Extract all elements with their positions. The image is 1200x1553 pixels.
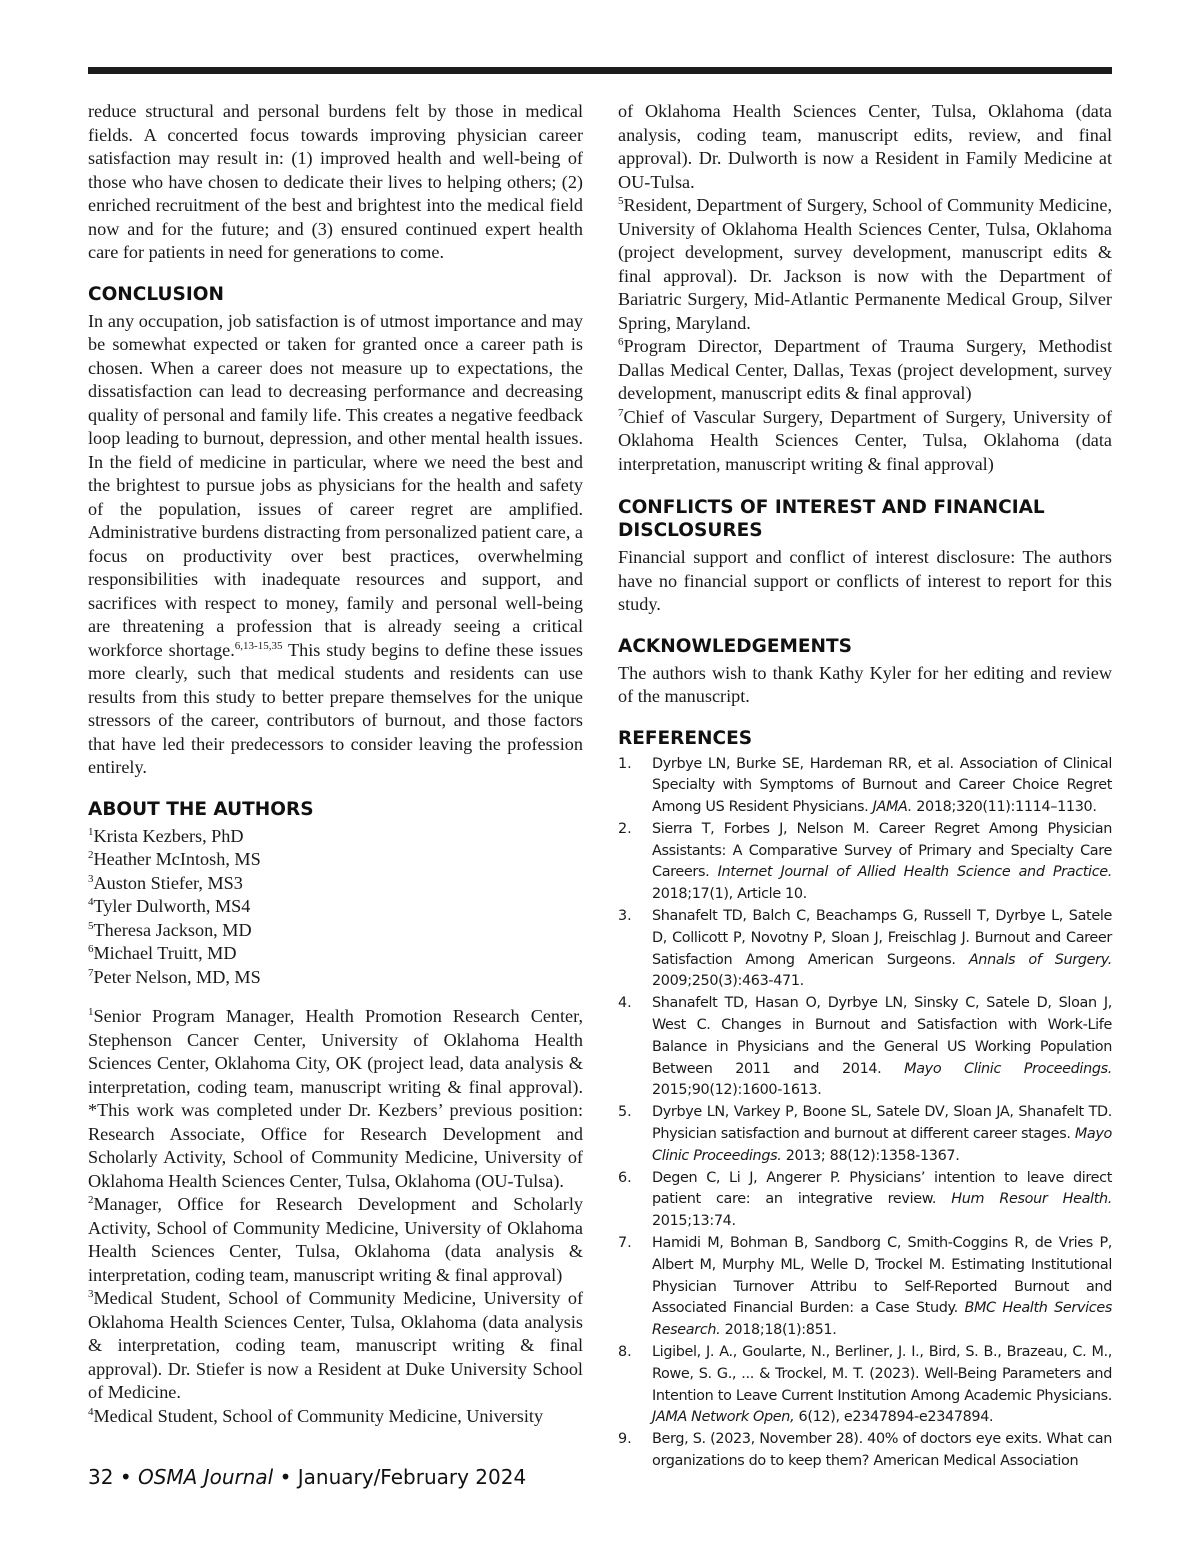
conflicts-heading: CONFLICTS OF INTEREST AND FINANCIAL DISCLOSURES [618,497,1045,541]
footer-bullet: • [119,1465,132,1489]
reference-text: Dyrbye LN, Burke SE, Hardeman RR, et al. Association of Clinical Specialty with Symptoms of Burnout and Career Choice Regret Among US Resident Physicians. [652,755,1112,816]
reference-number: 9. [618,1431,632,1448]
affiliation-text: Program Director, Department of Trauma Surgery, Methodist Dallas Medical Center, Dallas, Texas (project development, survey development, manuscript edits & final approval) [618,336,1112,403]
reference-details: 2018;17(1), Article 10. [652,886,807,903]
reference-number: 6. [618,1169,632,1186]
author-number: 4 [88,895,94,908]
affiliation-note [88,1005,583,1193]
reference-list [618,754,1112,1473]
affiliation-note [618,406,1112,477]
reference-item [618,1342,1112,1429]
reference-number: 2. [618,820,632,837]
right-column [618,100,1112,1473]
author-number: 1 [88,825,94,838]
affiliation-number: 6 [618,335,624,348]
affiliation-text: Senior Program Manager, Health Promotion Research Center, Stephenson Cancer Center, University of Oklahoma Health Sciences Center, Oklahoma City, OK (project lead, data analysis & interpretation, coding team, manuscript writing & final approval). *This work was completed under Dr. Kezbers’ previous position: Research Associate, Office for Research Development and Scholarly Activity, School of Community Medicine, University of Oklahoma Health Sciences Center, Tulsa, Oklahoma (OU-Tulsa). [88,1006,583,1191]
conclusion-heading: CONCLUSION [88,283,224,305]
author-entry [88,872,583,896]
affiliation-number: 1 [88,1005,94,1018]
page-number: 32 [88,1465,114,1489]
reference-details: 2015;90(12):1600-1613. [652,1082,822,1099]
issue-date: January/February 2024 [297,1465,527,1489]
reference-details: 2018;320(11):1114–1130. [912,799,1097,816]
reference-journal: Annals of Surgery. [968,951,1113,968]
reference-text: Shanafelt TD, Hasan O, Dyrbye LN, Sinsky C, Satele D, Sloan J, West C. Changes in Burnout and Satisfaction with Work-Life Balance in Physicians and the General US Working Population Between 2011 and 2014. [652,995,1112,1077]
affiliation-notes [88,1005,583,1428]
reference-journal: Hum Resour Health. [951,1191,1112,1208]
author-entry [88,966,583,990]
conflicts-paragraph: Financial support and conflict of interest disclosure: The authors have no financial support or conflicts of interest to report for this study. [618,547,1112,614]
acknowledgements-paragraph: The authors wish to thank Kathy Kyler for her editing and review of the manuscript. [618,662,1112,706]
reference-number: 8. [618,1344,632,1361]
affiliation-note [88,1405,583,1429]
reference-item [618,993,1112,1102]
reference-journal: JAMA. [872,799,913,816]
affiliation-number: 7 [618,406,624,419]
journal-name: OSMA Journal [137,1465,274,1489]
footer-bullet: • [279,1465,292,1489]
author-name: Theresa Jackson, MD [93,919,252,940]
reference-text: Berg, S. (2023, November 28). 40% of doctors eye exits. What can organizations do to keep them? American Medical Association [652,1431,1112,1469]
affiliation-text: Manager, Office for Research Development and Scholarly Activity, School of Community Medicine, University of Oklahoma Health Sciences Center, Tulsa, Oklahoma (data analysis & interpretation, coding team, manuscript writing & final approval) [88,1194,583,1285]
affiliation-text: Medical Student, School of Community Medicine, University [93,1405,544,1426]
page-footer [88,1465,526,1489]
author-name: Krista Kezbers, PhD [93,825,244,846]
reference-item [618,754,1112,819]
reference-details: 2013; 88(12):1358-1367. [781,1147,960,1164]
affiliation-text: Medical Student, School of Community Medicine, University of Oklahoma Health Sciences Center, Tulsa, Oklahoma (data analysis & interpretation, coding team, manuscript writing & final approval). Dr. Stiefer is now a Resident at Duke University School of Medicine. [88,1288,583,1402]
reference-number: 1. [618,755,632,772]
reference-number: 4. [618,995,632,1012]
affiliation-note-continued: of Oklahoma Health Sciences Center, Tulsa, Oklahoma (data analysis, coding team, manuscript edits, review, and final approval). Dr. Dulworth is now a Resident in Family Medicine at OU-Tulsa. [618,101,1112,192]
author-name: Tyler Dulworth, MS4 [93,896,251,916]
about-authors-heading: ABOUT THE AUTHORS [88,798,314,820]
references-heading: REFERENCES [618,727,753,749]
affiliation-number: 2 [88,1193,94,1206]
author-entry [88,942,583,966]
author-entry [88,848,583,872]
reference-text: Degen C, Li J, Angerer P. Physicians’ intention to leave direct patient care: an integrative review. [652,1169,1112,1208]
reference-details: 2009;250(3):463-471. [652,973,804,990]
reference-item [618,1429,1112,1473]
affiliation-note [88,1193,583,1287]
reference-text: Dyrbye LN, Varkey P, Boone SL, Satele DV, Sloan JA, Shanafelt TD. Physician satisfaction and burnout at different career stages. [652,1104,1112,1143]
reference-item [618,1233,1112,1342]
reference-journal: Mayo Clinic Proceedings. [652,1126,1112,1164]
top-rule [88,67,1112,74]
reference-details: 2018;18(1):851. [720,1322,837,1339]
author-entry [88,895,583,919]
reference-text: Ligibel, J. A., Goularte, N., Berliner, J. I., Bird, S. B., Brazeau, C. M., Rowe, S. G., ... & Trockel, M. T. (2023). Well-Being Parameters and Intention to Leave Current Institution Among Academic Physicians. [652,1344,1112,1404]
author-number: 2 [88,848,94,861]
reference-item [618,1168,1112,1233]
conclusion-citation: 6,13-15,35 [234,639,283,652]
left-column [88,100,583,1428]
reference-text: Hamidi M, Bohman B, Sandborg C, Smith-Coggins R, de Vries P, Albert M, Murphy ML, Welle D, Trockel M. Estimating Institutional Physician Turnover Attribu to Self-Reported Burnout and Associated Financial Burden: a Case Study. [652,1235,1112,1317]
reference-item [618,906,1112,993]
reference-text: Shanafelt TD, Balch C, Beachamps G, Russell T, Dyrbye L, Satele D, Collicott P, Novotny P, Sloan J, Freischlag J. Burnout and Career Satisfaction Among American Surgeons. [652,908,1112,968]
reference-journal: Mayo Clinic Proceedings. [904,1060,1113,1077]
author-entry [88,825,583,849]
author-list [88,825,583,990]
reference-journal: Internet Journal of Allied Health Science and Practice. [717,864,1112,881]
reference-details: 2015;13:74. [652,1213,736,1230]
reference-text: Sierra T, Forbes J, Nelson M. Career Regret Among Physician Assistants: A Comparative Survey of Primary and Specialty Care Careers. [652,820,1112,881]
affiliation-notes-continued [618,100,1112,476]
conclusion-text-part1: In any occupation, job satisfaction is of utmost importance and may be somewhat expected or taken for granted once a career path is chosen. When a career does not measure up to expectations, the dissatisfaction can lead to decreasing performance and decreasing quality of personal and family life. This creates a negative feedback loop leading to burnout, depression, and other mental health issues. In the field of medicine in particular, where we need the best and the brightest to pursue jobs as physicians for the health and safety of the population, issues of career regret are amplified. Administrative burdens distracting from personalized patient care, a focus on productivity over best practices, overwhelming responsibilities with inadequate resources and support, and sacrifices with respect to money, family and personal well-being are threatening a profession that is already seeing a critical workforce shortage. [88,310,583,660]
conclusion-text-part2: This study begins to define these issues more clearly, such that medical students and residents can use results from this study to better prepare themselves for the unique stressors of the career, contributors of burnout, and those factors that have led their predecessors to consider leaving the profession entirely. [88,639,583,777]
author-number: 5 [88,919,94,932]
affiliation-text: Resident, Department of Surgery, School of Community Medicine, University of Oklahoma Health Sciences Center, Tulsa, Oklahoma (project development, survey development, manuscript edits & final approval). Dr. Jackson is now with the Department of Bariatric Surgery, Mid-Atlantic Permanente Medical Group, Silver Spring, Maryland. [618,195,1112,333]
affiliation-number: 3 [88,1287,94,1300]
affiliation-note [618,194,1112,335]
reference-journal: JAMA Network Open, [652,1409,795,1426]
author-name: Heather McIntosh, MS [93,849,261,869]
author-number: 3 [88,872,94,885]
intro-paragraph: reduce structural and personal burdens felt by those in medical fields. A concerted focus towards improving physician career satisfaction may result in: (1) improved health and well-being of those who have chosen to dedicate their lives to helping others; (2) enriched recruitment of the best and brightest into the medical field now and for the future; and (3) ensured continued expert health care for patients in need for generations to come. [88,101,583,262]
author-entry [88,919,583,943]
acknowledgements-heading: ACKNOWLEDGEMENTS [618,635,852,657]
author-number: 6 [88,942,94,955]
author-name: Michael Truitt, MD [93,943,237,963]
reference-number: 7. [618,1235,632,1252]
author-name: Auston Stiefer, MS3 [93,872,243,893]
affiliation-text: Chief of Vascular Surgery, Department of Surgery, University of Oklahoma Health Sciences Center, Tulsa, Oklahoma (data interpretation, manuscript writing & final approval) [618,406,1112,474]
author-number: 7 [88,966,94,979]
reference-item [618,1102,1112,1167]
affiliation-note [88,1287,583,1405]
reference-item [618,819,1112,906]
reference-details: 6(12), e2347894-e2347894. [794,1409,994,1426]
reference-number: 5. [618,1104,632,1121]
reference-number: 3. [618,908,632,925]
affiliation-number: 4 [88,1405,94,1418]
author-name: Peter Nelson, MD, MS [93,966,261,987]
reference-journal: BMC Health Services Research. [652,1300,1112,1339]
conclusion-paragraph [88,310,583,780]
affiliation-number: 5 [618,194,624,207]
affiliation-note [618,335,1112,406]
